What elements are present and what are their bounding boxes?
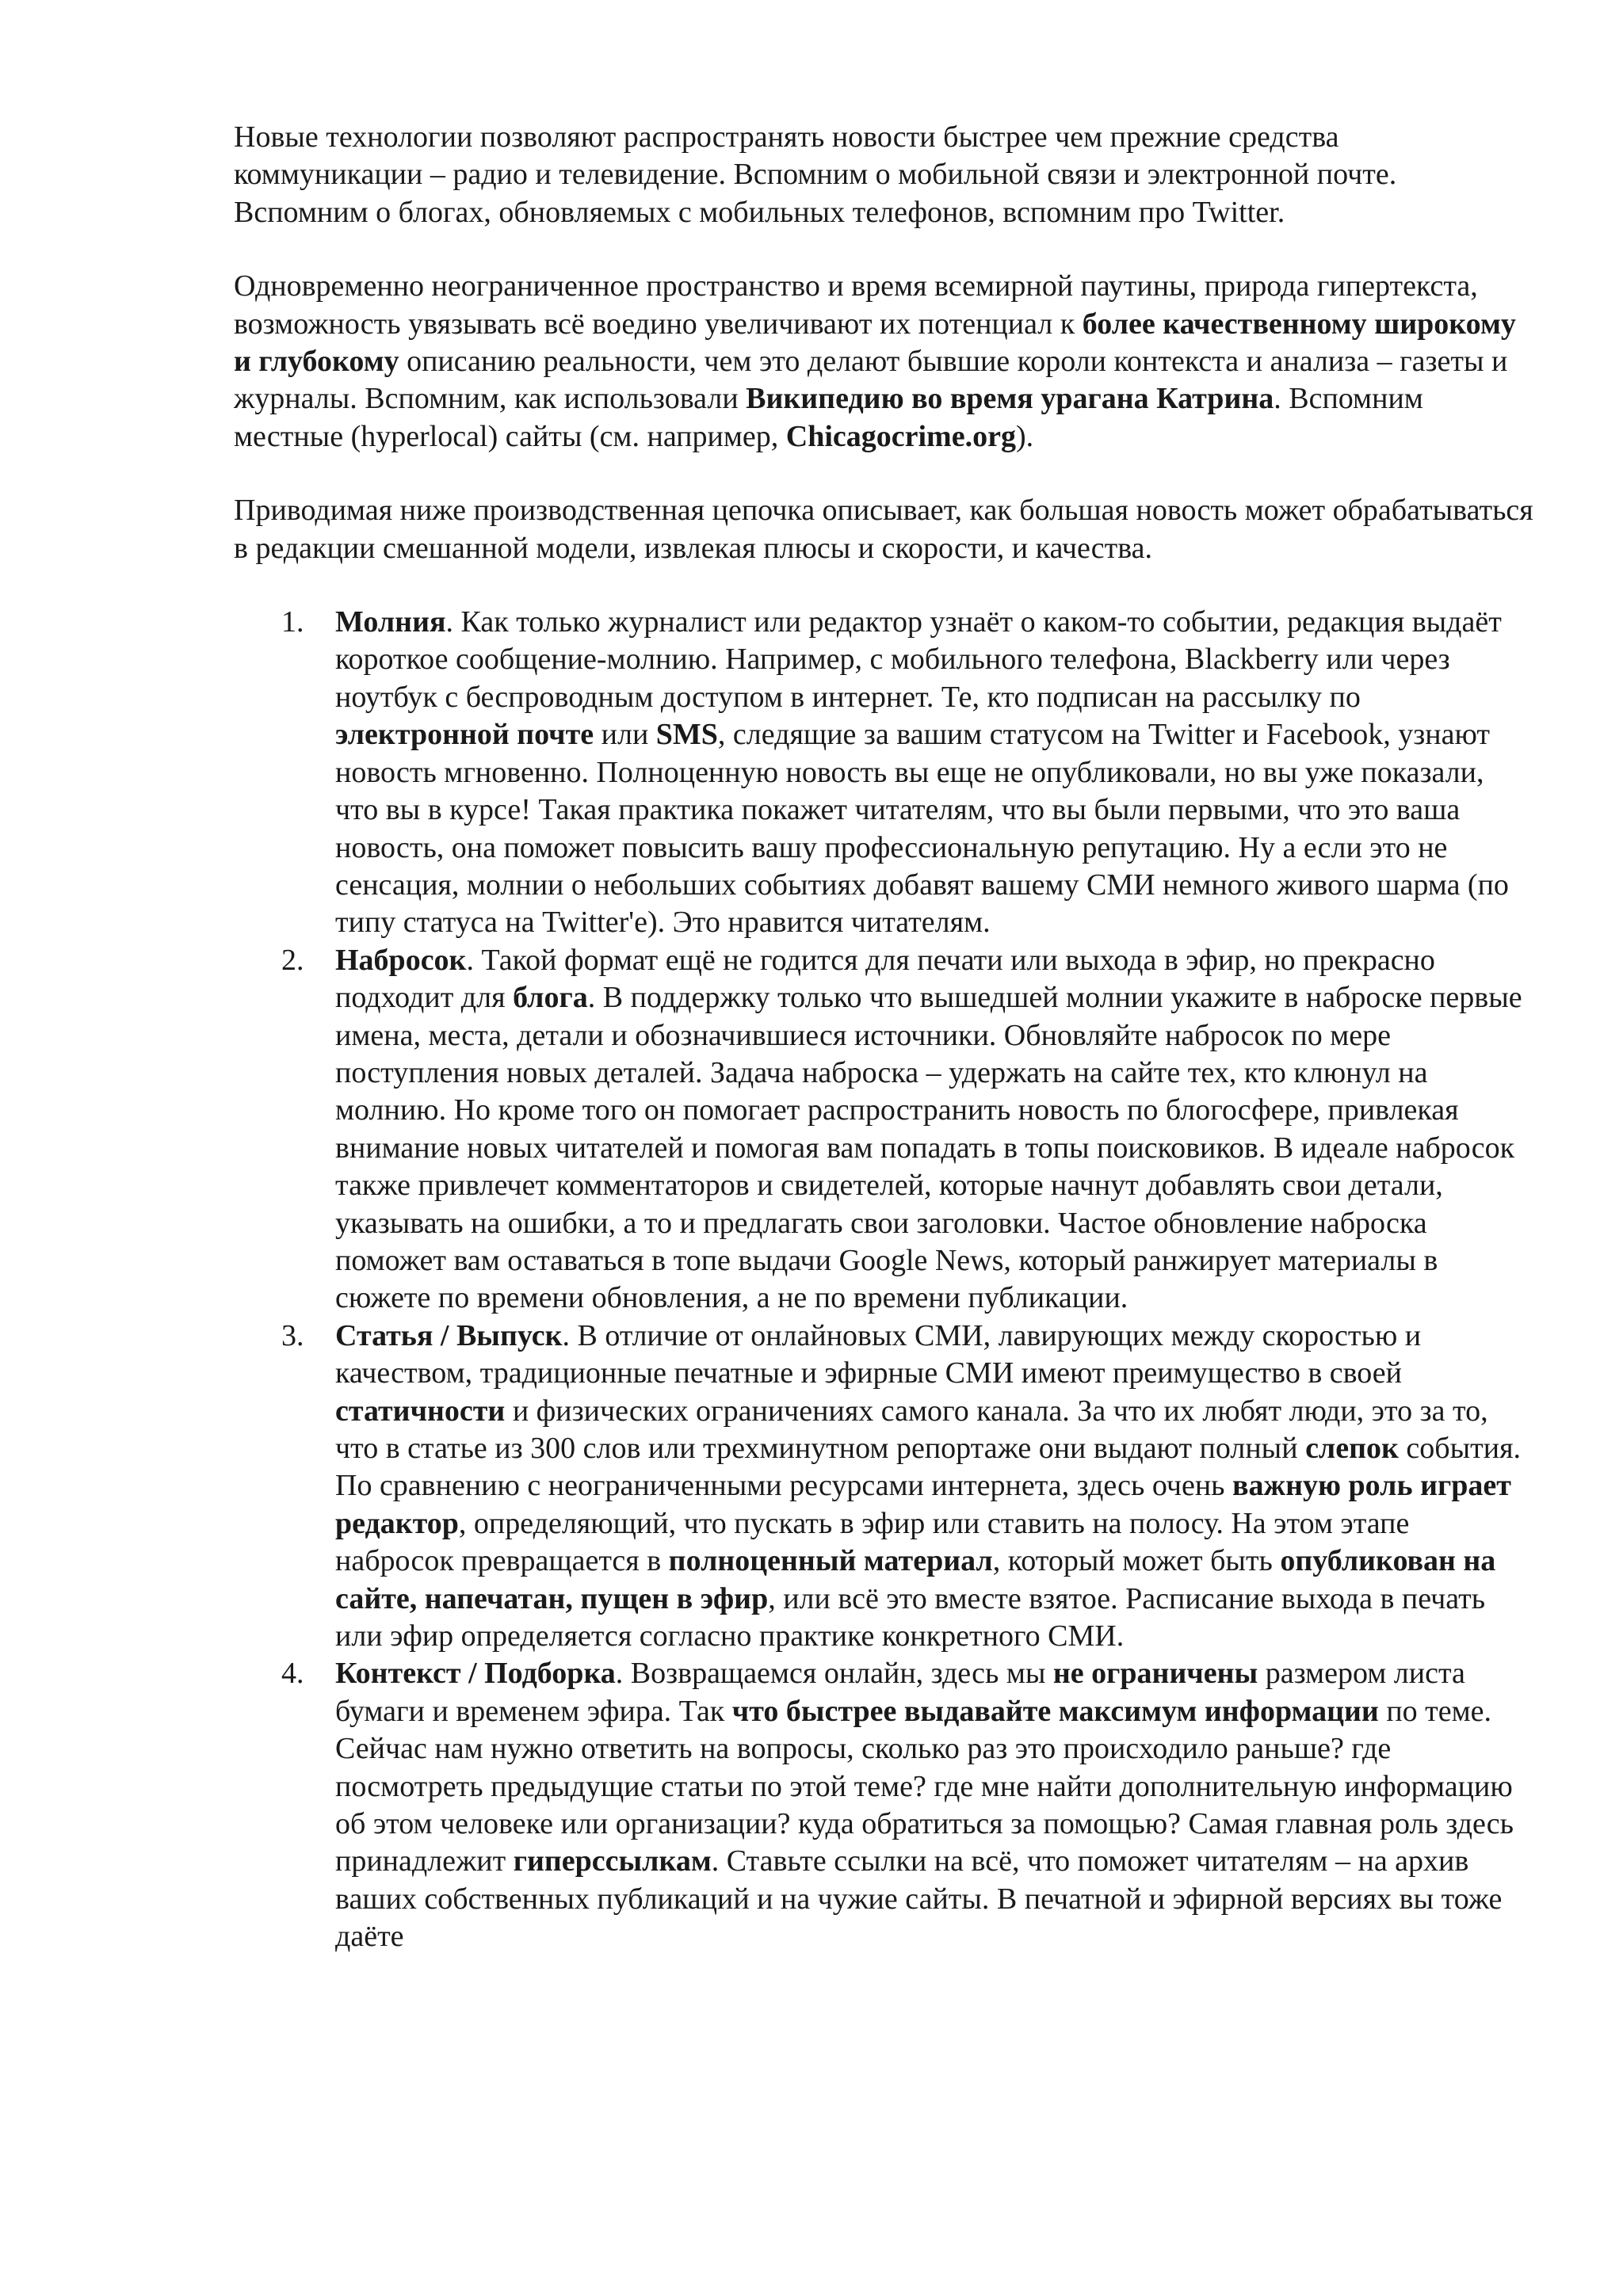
text-run: или: [594, 718, 656, 752]
bold-text: гиперссылкам: [513, 1844, 712, 1878]
text-run: . Как только журналист или редактор узнаёт о каком-то событии, редакция выдаёт короткое сообщение-молнию. Например, с мобильного телефона, Blackberry или через ноутбук с беспроводным доступом в интернет. Те, кто подписан на рассылку по: [335, 605, 1502, 714]
text-run: . В отличие от онлайновых СМИ, лавирующих между скоростью и качеством, традиционные печатные и эфирные СМИ имеют преимущество в своей: [335, 1318, 1422, 1390]
text-run: Приводимая ниже производственная цепочка описывает, как большая новость может обрабатываться в редакции смешанной модели, извлекая плюсы и скорости, и качества.: [234, 494, 1533, 565]
bold-text: опубликован на сайте, напечатан, пущен в эфир: [335, 1544, 1496, 1615]
text-run: . Вспомним местные (hyperlocal) сайты (см. например,: [234, 382, 1423, 453]
bold-text: Контекст / Подборка: [335, 1657, 616, 1691]
bold-text: важную роль играет редактор: [335, 1469, 1511, 1540]
text-run: Одновременно неограниченное пространство и время всемирной паутины, природа гипертекста, возможность увязывать всё воедино увеличивают их потенциал к: [234, 269, 1478, 341]
bold-text: Chicagocrime.org: [785, 419, 1016, 453]
bold-text: полноценный материал: [668, 1544, 993, 1578]
bold-text: статичности: [335, 1394, 506, 1428]
text-run: . Такой формат ещё не годится для печати или выхода в эфир, но прекрасно подходит для: [335, 943, 1435, 1015]
list-item: [234, 604, 1533, 942]
list-item-text: [335, 944, 1522, 1315]
text-run: по теме. Сейчас нам нужно ответить на вопросы, сколько раз это происходило раньше? где посмотреть предыдущие статьи по этой теме? где мне найти дополнительную информацию об этом человеке или организации? куда обратиться за помощью? Самая главная роль здесь принадлежит: [335, 1694, 1514, 1878]
text-run: Новые технологии позволяют распространять новости быстрее чем прежние средства коммуникации – радио и телевидение. Вспомним о мобильной связи и электронной почте. Вспомним о блогах, обновляемых с мобильных телефонов, вспомним про Twitter.: [234, 120, 1397, 229]
bold-text: более качественному широкому и глубокому: [234, 307, 1516, 379]
list-item-text: [335, 605, 1509, 939]
list-item-text: [335, 1319, 1521, 1653]
bold-text: Википедию во время урагана Катрина: [746, 382, 1274, 416]
list-item-number: 3.: [281, 1318, 304, 1352]
list-item: [234, 1655, 1533, 1955]
text-run: . В поддержку только что вышедшей молнии укажите в наброске первые имена, места, детали и обозначившиеся источники. Обновляйте набросок по мере поступления новых деталей. Задача наброска – удержать на сайте тех, кто клюнул на молнию. Но кроме того он помогает распространить новость по блогосфере, привлекая внимание новых читателей и помогая вам попадать в топы поисковиков. В идеале набросок также привлечет комментаторов и свидетелей, которые начнут добавлять свои детали, указывать на ошибки, а то и предлагать свои заголовки. Частое обновление наброска поможет вам оставаться в топе выдачи Google News, который ранжирует материалы в сюжете по времени обновления, а не по времени публикации.: [335, 981, 1522, 1315]
paragraph: [234, 268, 1533, 456]
bold-text: что быстрее выдавайте максимум информации: [731, 1694, 1379, 1728]
text-run: , который может быть: [992, 1544, 1281, 1578]
text-run: . Ставьте ссылки на всё, что поможет читателям – на архив ваших собственных публикаций и на чужие сайты. В печатной и эфирной версиях вы тоже даёте: [335, 1844, 1503, 1954]
text-run: описанию реальности, чем это делают бывшие короли контекста и анализа – газеты и журналы. Вспомним, как использовали: [234, 345, 1508, 416]
text-run: , определяющий, что пускать в эфир или ставить на полосу. На этом этапе набросок превращается в: [335, 1506, 1410, 1578]
paragraph: [234, 492, 1533, 567]
bold-text: Набросок: [335, 943, 467, 977]
bold-text: электронной почте: [335, 718, 594, 752]
document-page: [234, 119, 1533, 1956]
paragraph: [234, 119, 1533, 231]
list-item-number: 2.: [281, 943, 304, 977]
text-run: размером листа бумаги и временем эфира. Так: [335, 1657, 1465, 1728]
intro-paragraphs: [234, 119, 1533, 567]
text-run: ).: [1015, 419, 1034, 453]
text-run: . Возвращаемся онлайн, здесь мы: [615, 1657, 1053, 1691]
bold-text: Статья / Выпуск: [335, 1318, 563, 1352]
bold-text: слепок: [1305, 1432, 1399, 1465]
text-run: , или всё это вместе взятое. Расписание выхода в печать или эфир определяется согласно практике конкретного СМИ.: [335, 1581, 1486, 1653]
bold-text: не ограничены: [1052, 1657, 1258, 1691]
bold-text: Молния: [335, 605, 446, 639]
text-run: и физических ограничениях самого канала. За что их любят люди, это за то, что в статье из 300 слов или трехминутном репортаже они выдают полный: [335, 1394, 1488, 1465]
production-chain-list: [234, 604, 1533, 1956]
list-item: [234, 942, 1533, 1318]
bold-text: блога: [513, 981, 588, 1015]
list-item: [234, 1318, 1533, 1656]
text-run: события. По сравнению с неограниченными ресурсами интернета, здесь очень: [335, 1432, 1522, 1503]
list-item-text: [335, 1657, 1514, 1953]
list-item-number: 4.: [281, 1657, 304, 1691]
bold-text: SMS: [655, 718, 718, 752]
text-run: , следящие за вашим статусом на Twitter и Facebook, узнают новость мгновенно. Полноценную новость вы еще не опубликовали, но вы уже показали, что вы в курсе! Такая практика покажет читателям, что вы были первыми, что это ваша новость, она поможет повысить вашу профессиональную репутацию. Ну а если это не сенсация, молнии о небольших событиях добавят вашему СМИ немного живого шарма (по типу статуса на Twitter'е). Это нравится читателям.: [335, 718, 1509, 940]
list-item-number: 1.: [281, 605, 304, 639]
